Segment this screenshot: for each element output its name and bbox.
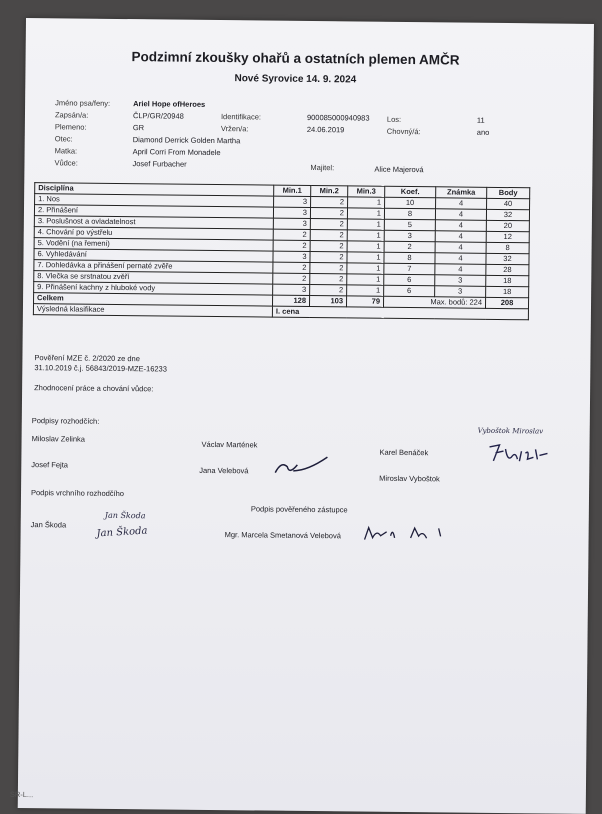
discipline-cell: 6. Vyhledávání — [34, 249, 273, 263]
chief-handwriting: Jan Škoda — [104, 510, 146, 521]
score-cell: 8 — [384, 208, 435, 220]
deputy-label: Podpis pověřeného zástupce — [250, 504, 348, 515]
score-cell: 6 — [384, 274, 435, 286]
score-cell: 1 — [347, 241, 384, 252]
mother-label: Matka: — [54, 146, 78, 156]
score-cell: 2 — [310, 251, 347, 262]
discipline-cell: 8. Vlečka se srstnatou zvěří — [34, 271, 273, 285]
born-label: Vržen/a: — [220, 124, 249, 134]
document-subtitle: Nové Syrovice 14. 9. 2024 — [234, 73, 357, 86]
los-label: Los: — [386, 114, 402, 124]
name-value: Ariel Hope ofHeroes — [133, 99, 206, 109]
score-cell: 2 — [384, 241, 435, 253]
score-cell: 4 — [435, 253, 486, 265]
score-cell: 2 — [273, 240, 310, 251]
discipline-cell: 3. Poslušnost a ovladatelnost — [34, 216, 273, 230]
total-min3: 79 — [346, 296, 383, 307]
total-label: Celkem — [34, 293, 273, 307]
breeder-label: Chovný/á: — [386, 126, 421, 137]
judge-name: Karel Benáček — [379, 447, 429, 458]
col-header: Známka — [436, 187, 487, 199]
score-cell: 8 — [486, 242, 529, 253]
judge-name: Josef Fejta — [31, 460, 69, 470]
registered-label: Zapsán/a: — [54, 110, 89, 120]
result-label: Výsledná klasifikace — [33, 304, 272, 318]
total-min2: 103 — [309, 295, 346, 306]
score-cell: 2 — [273, 262, 310, 273]
document-title: Podzimní zkoušky ohařů a ostatních plemen AMČR — [131, 49, 460, 68]
score-cell: 40 — [487, 198, 530, 209]
father-label: Otec: — [54, 134, 73, 144]
owner-value: Alice Majerová — [374, 164, 424, 175]
score-cell: 1 — [347, 252, 384, 263]
judges-label: Podpisy rozhodčích: — [31, 416, 100, 426]
col-header: Body — [487, 187, 530, 198]
score-cell: 7 — [384, 263, 435, 275]
evaluation-label: Zhodnocení práce a chování vůdce: — [34, 383, 154, 394]
breed-label: Plemeno: — [54, 122, 87, 132]
score-cell: 18 — [486, 275, 529, 286]
score-cell: 2 — [273, 229, 310, 240]
score-cell: 2 — [310, 273, 347, 284]
score-cell: 28 — [486, 264, 529, 275]
chief-label: Podpis vrchního rozhodčího — [30, 488, 125, 499]
chief-signature: Jan Škoda — [96, 525, 148, 540]
score-cell: 3 — [384, 230, 435, 242]
score-cell: 5 — [384, 219, 435, 231]
total-min1: 128 — [272, 295, 309, 306]
deputy-signature-icon — [360, 522, 456, 547]
score-cell: 32 — [486, 253, 529, 264]
col-header: Disciplína — [35, 183, 274, 197]
chief-name: Jan Škoda — [30, 520, 67, 530]
col-header: Min.3 — [348, 186, 385, 197]
breed-value: GR — [132, 123, 145, 133]
score-cell: 1 — [347, 263, 384, 274]
score-cell: 4 — [435, 242, 486, 254]
score-cell: 8 — [384, 252, 435, 264]
col-header: Min.2 — [311, 185, 348, 196]
score-cell: 1 — [347, 285, 384, 296]
score-table — [33, 182, 530, 320]
score-cell: 1 — [347, 219, 384, 230]
score-cell: 4 — [435, 209, 486, 221]
total-points: 208 — [485, 297, 528, 308]
identification-value: 900085000940983 — [306, 112, 370, 123]
vybostok-signature-icon — [485, 439, 555, 470]
judge-name: Miloslav Zelinka — [31, 434, 85, 444]
discipline-cell: 1. Nos — [35, 194, 274, 208]
score-cell: 1 — [347, 274, 384, 285]
authorization-line2: 31.10.2019 č.j. 56843/2019-MZE-16233 — [34, 363, 167, 374]
los-value: 11 — [476, 115, 485, 125]
score-cell: 3 — [273, 207, 310, 218]
score-cell: 4 — [436, 198, 487, 210]
father-value: Diamond Derrick Golden Martha — [132, 135, 241, 146]
score-cell: 4 — [435, 264, 486, 276]
handler-label: Vůdce: — [54, 158, 78, 168]
owner-label: Majitel: — [310, 162, 335, 173]
authorization-line1: Pověření MZE č. 2/2020 ze dne — [34, 353, 140, 364]
identification-label: Identifikace: — [220, 112, 262, 122]
max-points: Max. bodů: 224 — [383, 296, 485, 308]
score-cell: 2 — [273, 273, 310, 284]
score-cell: 6 — [384, 285, 435, 297]
born-value: 24.06.2019 — [306, 124, 345, 135]
score-cell: 2 — [310, 284, 347, 295]
vybostok-handwriting: Vyboštok Miroslav — [477, 426, 544, 436]
discipline-cell: 2. Přinášení — [34, 205, 273, 219]
discipline-cell: 4. Chování po výstřelu — [34, 227, 273, 241]
score-cell: 4 — [435, 231, 486, 243]
deputy-name: Mgr. Marcela Smetanová Velebová — [224, 530, 341, 541]
breeder-value: ano — [476, 127, 490, 137]
name-label: Jméno psa/feny: — [55, 98, 111, 108]
score-cell: 3 — [273, 218, 310, 229]
score-cell: 20 — [486, 220, 529, 231]
score-cell: 3 — [435, 286, 486, 298]
discipline-cell: 9. Přinášení kachny z hluboké vody — [34, 282, 273, 296]
score-cell: 12 — [486, 231, 529, 242]
score-cell: 3 — [274, 196, 311, 207]
score-cell: 32 — [486, 209, 529, 220]
judge-name: Václav Martének — [201, 439, 258, 450]
discipline-cell: 7. Dohledávka a přinášení pernaté zvěře — [34, 260, 273, 274]
mother-value: April Corri From Monadele — [132, 147, 221, 158]
score-cell: 3 — [273, 251, 310, 262]
judge-name: Miroslav Vyboštok — [379, 473, 440, 484]
score-cell: 3 — [435, 275, 486, 287]
col-header: Koef. — [385, 186, 436, 198]
footer-code: SR-L... — [9, 789, 34, 800]
score-cell: 2 — [310, 229, 347, 240]
discipline-cell: 5. Vodění (na řemeni) — [34, 238, 273, 252]
judge-name: Jana Velebová — [199, 465, 249, 476]
score-cell: 2 — [310, 207, 347, 218]
score-cell: 2 — [311, 196, 348, 207]
score-cell: 4 — [435, 220, 486, 232]
score-sheet — [9, 18, 594, 814]
score-cell: 3 — [273, 284, 310, 295]
score-cell: 18 — [486, 286, 529, 297]
velebova-signature-icon — [271, 453, 331, 480]
score-cell: 2 — [310, 262, 347, 273]
score-cell: 1 — [347, 230, 384, 241]
registered-value: ČLP/GR/20948 — [132, 111, 184, 121]
score-cell: 2 — [310, 218, 347, 229]
result-value: I. cena — [272, 306, 528, 320]
score-cell: 1 — [348, 197, 385, 208]
col-header: Min.1 — [274, 185, 311, 196]
handler-value: Josef Furbacher — [132, 159, 187, 169]
score-cell: 1 — [347, 208, 384, 219]
score-cell: 2 — [310, 240, 347, 251]
score-cell: 10 — [385, 197, 436, 209]
